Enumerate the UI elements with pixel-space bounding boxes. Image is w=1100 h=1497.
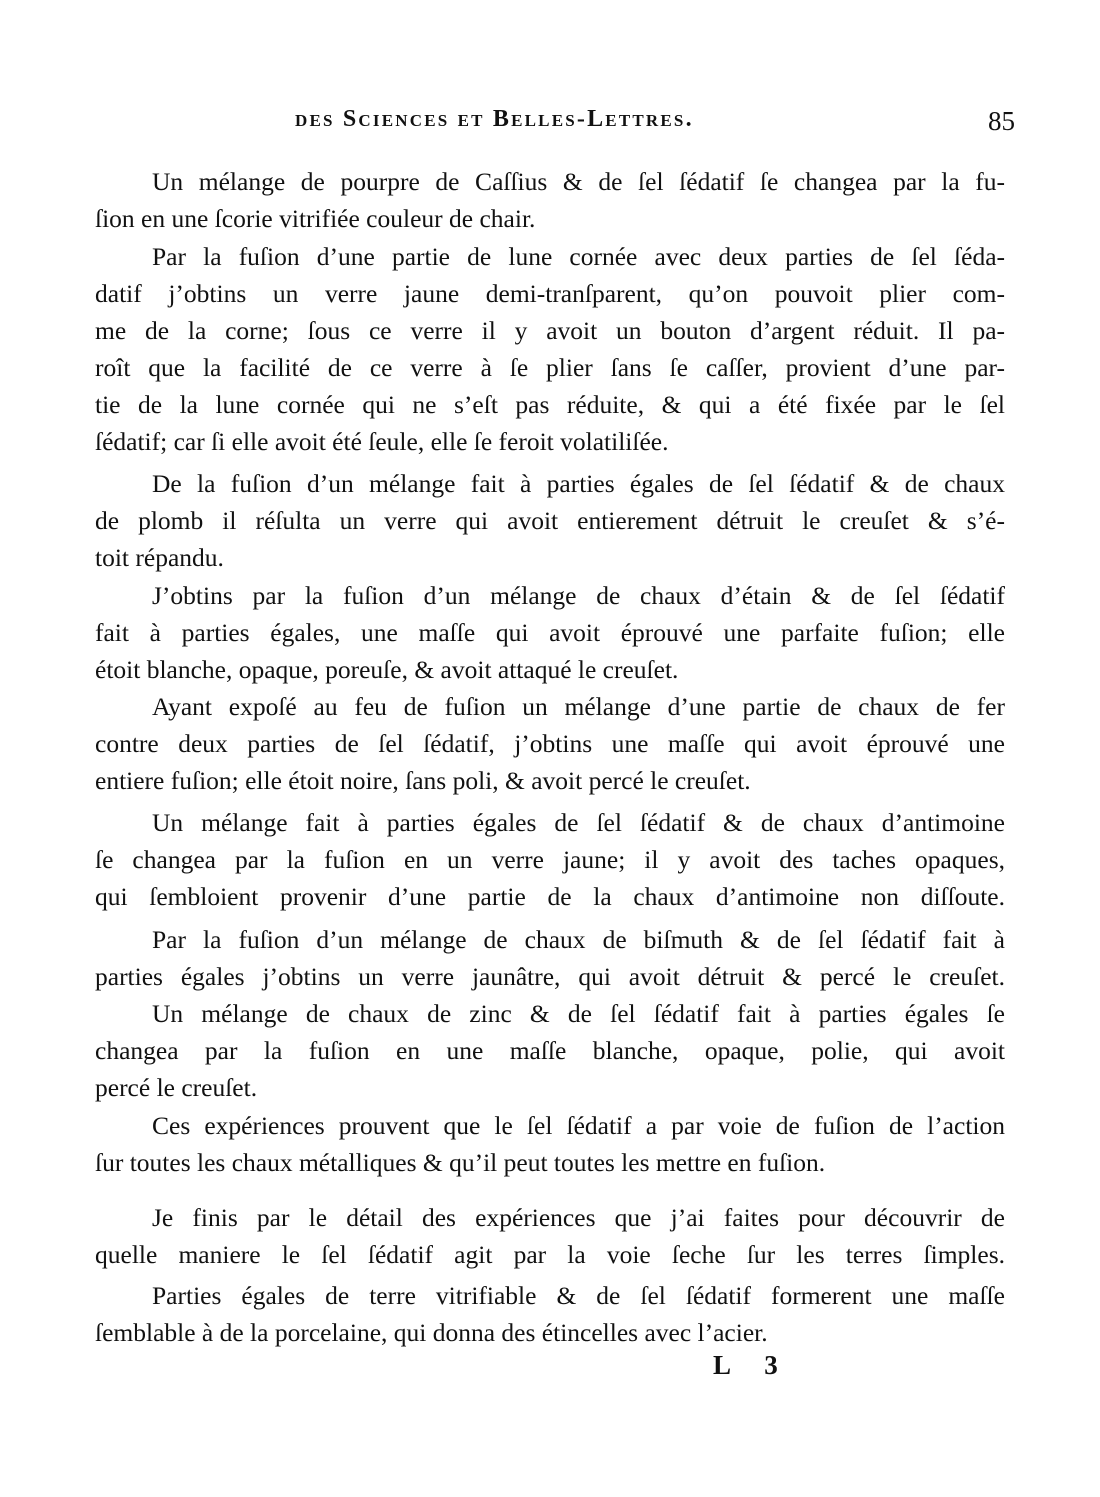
paragraph-11-line-2: ſemblable à de la porcelaine, qui donna des étincelles avec l’acier.: [95, 1318, 768, 1347]
paragraph-5-line-1: Ayant expoſé au feu de fuſion un mélange d’une partie de chaux de fer: [152, 692, 1005, 721]
paragraph-4-line-2: fait à parties égales, une maſſe qui avoit éprouvé une parfaite fuſion; elle: [95, 618, 1005, 647]
paragraph-7-line-2: parties égales j’obtins un verre jaunâtre, qui avoit détruit & percé le creuſet.: [95, 962, 1005, 991]
paragraph-6-line-1: Un mélange fait à parties égales de ſel ſédatif & de chaux d’antimoine: [152, 808, 1005, 837]
paragraph-2-line-4: roît que la facilité de ce verre à ſe plier ſans ſe caſſer, provient d’une par-: [95, 353, 1005, 382]
paragraph-1-line-1: Un mélange de pourpre de Caſſius & de ſel ſédatif ſe changea par la fu-: [152, 167, 1005, 196]
signature-mark: L 3: [713, 1350, 792, 1380]
paragraph-3-line-1: De la fuſion d’un mélange fait à parties égales de ſel ſédatif & de chaux: [152, 469, 1005, 498]
paragraph-10-line-1: Je finis par le détail des expériences que j’ai faites pour découvrir de: [152, 1203, 1005, 1232]
paragraph-3-line-3: toit répandu.: [95, 543, 224, 572]
paragraph-4-line-3: étoit blanche, opaque, poreuſe, & avoit attaqué le creuſet.: [95, 655, 679, 684]
paragraph-4-line-1: J’obtins par la fuſion d’un mélange de chaux d’étain & de ſel ſédatif: [152, 581, 1005, 610]
paragraph-5-line-3: entiere fuſion; elle étoit noire, ſans poli, & avoit percé le creuſet.: [95, 766, 751, 795]
paragraph-5-line-2: contre deux parties de ſel ſédatif, j’obtins une maſſe qui avoit éprouvé une: [95, 729, 1005, 758]
paragraph-1-line-2: ſion en une ſcorie vitrifiée couleur de chair.: [95, 204, 536, 233]
paragraph-10-line-2: quelle maniere le ſel ſédatif agit par la voie ſeche ſur les terres ſimples.: [95, 1240, 1005, 1269]
page-number: 85: [988, 106, 1015, 136]
paragraph-11-line-1: Parties égales de terre vitrifiable & de ſel ſédatif formerent une maſſe: [152, 1281, 1005, 1310]
running-title: des Sciences et Belles-Lettres.: [295, 106, 694, 132]
paragraph-8-line-1: Un mélange de chaux de zinc & de ſel ſédatif fait à parties égales ſe: [152, 999, 1005, 1028]
paragraph-2-line-2: datif j’obtins un verre jaune demi-tranſparent, qu’on pouvoit plier com-: [95, 279, 1005, 308]
paragraph-9-line-1: Ces expériences prouvent que le ſel ſédatif a par voie de fuſion de l’action: [152, 1111, 1005, 1140]
paragraph-9-line-2: ſur toutes les chaux métalliques & qu’il peut toutes les mettre en fuſion.: [95, 1148, 826, 1177]
paragraph-6-line-2: ſe changea par la fuſion en un verre jaune; il y avoit des taches opaques,: [95, 845, 1005, 874]
paragraph-7-line-1: Par la fuſion d’un mélange de chaux de biſmuth & de ſel ſédatif fait à: [152, 925, 1005, 954]
paragraph-2-line-1: Par la fuſion d’une partie de lune cornée avec deux parties de ſel ſéda-: [152, 242, 1005, 271]
paragraph-2-line-6: ſédatif; car ſi elle avoit été ſeule, elle ſe feroit volatiliſée.: [95, 427, 669, 456]
paragraph-8-line-3: percé le creuſet.: [95, 1073, 258, 1102]
paragraph-2-line-5: tie de la lune cornée qui ne s’eſt pas réduite, & qui a été fixée par le ſel: [95, 390, 1005, 419]
paragraph-3-line-2: de plomb il réſulta un verre qui avoit entierement détruit le creuſet & s’é-: [95, 506, 1005, 535]
paragraph-8-line-2: changea par la fuſion en une maſſe blanche, opaque, polie, qui avoit: [95, 1036, 1005, 1065]
paragraph-6-line-3: qui ſembloient provenir d’une partie de la chaux d’antimoine non diſſoute.: [95, 882, 1005, 911]
paragraph-2-line-3: me de la corne; ſous ce verre il y avoit un bouton d’argent réduit. Il pa-: [95, 316, 1005, 345]
running-header: [295, 106, 1015, 142]
